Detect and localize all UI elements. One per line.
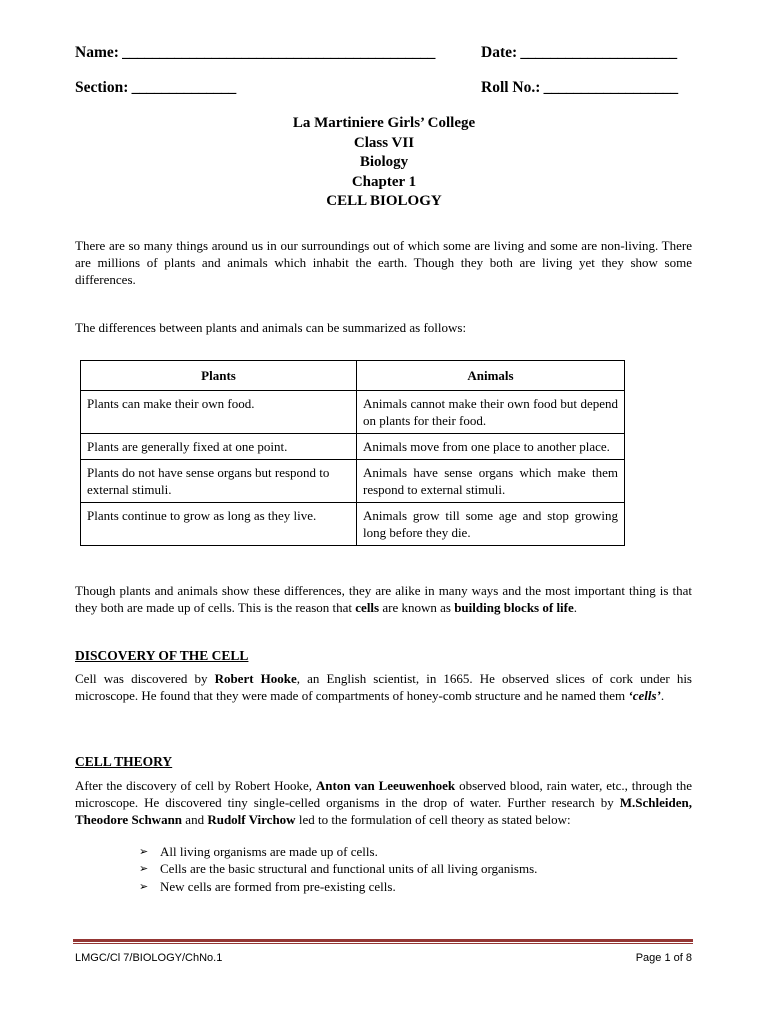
bold-term-building-blocks: building blocks of life xyxy=(454,600,574,615)
name-blank: __________________________________________ xyxy=(122,44,436,61)
list-item xyxy=(139,878,537,895)
table-cell-animals: Animals move from one place to another place. xyxy=(357,434,625,460)
section-heading-cell-theory: CELL THEORY xyxy=(75,754,173,769)
table-row xyxy=(81,503,625,546)
text-run: observed blood, rain water, etc., through the microscope. He discovered tiny single-celled organisms in the drop of water. Further research by xyxy=(75,778,693,810)
table-row xyxy=(81,460,625,503)
roll-label: Roll No.: xyxy=(481,79,541,96)
list-item xyxy=(139,860,537,877)
date-field xyxy=(481,44,677,61)
table-cell-plants: Plants can make their own food. xyxy=(81,391,357,434)
name-field xyxy=(75,44,435,61)
roll-field xyxy=(481,79,678,96)
college-name: La Martiniere Girls’ College xyxy=(292,115,476,131)
text-run: After the discovery of cell by Robert Hooke, xyxy=(75,778,316,793)
arrow-bullet-icon: ➢ xyxy=(139,862,149,876)
subject-name: Biology xyxy=(359,154,409,170)
list-item-text: New cells are formed from pre-existing cells. xyxy=(160,878,396,894)
date-blank: _____________________ xyxy=(520,44,677,61)
table-cell-plants: Plants do not have sense organs but respond to external stimuli. xyxy=(81,460,357,503)
table-row xyxy=(81,391,625,434)
text-run: . xyxy=(660,688,665,703)
bold-term-cells: cells xyxy=(355,600,380,615)
table-cell-animals: Animals grow till some age and stop growing long before they die. xyxy=(357,503,625,546)
list-item-text: Cells are the basic structural and functional units of all living organisms. xyxy=(160,861,538,877)
table-cell-animals: Animals have sense organs which make them respond to external stimuli. xyxy=(357,460,625,503)
section-heading-discovery: DISCOVERY OF THE CELL xyxy=(75,648,249,663)
text-run: led to the formulation of cell theory as stated below: xyxy=(295,812,571,827)
footer-rule-thin xyxy=(73,943,693,944)
table-cell-plants: Plants continue to grow as long as they live. xyxy=(81,503,357,546)
roll-blank: __________________ xyxy=(543,79,678,96)
footer-page-number: Page 1 of 8 xyxy=(635,952,692,964)
chapter-title: CELL BIOLOGY xyxy=(326,193,442,209)
comparison-table xyxy=(80,360,625,546)
text-run: . xyxy=(573,600,578,615)
text-run: and xyxy=(182,812,208,827)
chapter-number: Chapter 1 xyxy=(351,173,417,190)
footer-document-code: LMGC/Cl 7/BIOLOGY/ChNo.1 xyxy=(75,952,223,964)
arrow-bullet-icon: ➢ xyxy=(139,845,149,858)
text-run: are known as xyxy=(379,600,455,615)
table-cell-animals: Animals cannot make their own food but depend on plants for their food. xyxy=(357,391,625,434)
cells-paragraph xyxy=(75,582,692,616)
bold-name-robert-hooke: Robert Hooke xyxy=(214,671,297,686)
text-run: , an English scientist, in 1665. He observed slices of cork under his microscope. He found that they were made of compartments of honey-comb structure and he named them xyxy=(75,671,692,703)
cell-theory-list xyxy=(139,843,537,895)
footer-rule xyxy=(73,939,693,944)
date-label: Date: xyxy=(481,44,518,61)
section-field xyxy=(75,79,236,96)
cell-theory-paragraph xyxy=(75,777,692,828)
name-label: Name: xyxy=(75,44,119,61)
table-intro: The differences between plants and animals can be summarized as follows: xyxy=(75,320,467,335)
table-row xyxy=(81,434,625,460)
list-item-text: All living organisms are made up of cells. xyxy=(160,844,378,859)
column-header-animals: Animals xyxy=(357,361,625,391)
section-label: Section: xyxy=(75,79,129,96)
section-blank: ______________ xyxy=(131,79,236,96)
intro-paragraph: There are so many things around us in our surroundings out of which some are living and some are non-living. There are millions of plants and animals which inhabit the earth. Though they both are living yet they show some differences. xyxy=(75,238,692,287)
text-run: Cell was discovered by xyxy=(75,671,215,686)
table-header-row xyxy=(81,361,625,391)
title-block xyxy=(0,114,768,212)
class-name: Class VII xyxy=(353,134,415,151)
table-cell-plants: Plants are generally fixed at one point. xyxy=(81,434,357,460)
arrow-bullet-icon: ➢ xyxy=(139,879,149,893)
column-header-plants: Plants xyxy=(81,361,357,391)
list-item xyxy=(139,843,537,860)
bold-name-virchow: Rudolf Virchow xyxy=(207,812,296,827)
bold-name-leeuwenhoek: Anton van Leeuwenhoek xyxy=(315,778,456,793)
text-run: Though plants and animals show these differences, they are alike in many ways and the most important thing is that they both are made up of cells. This is the reason that xyxy=(75,583,692,615)
bold-names-schleiden-schwann: M.Schleiden, Theodore Schwann xyxy=(75,795,692,827)
bold-italic-term-cells: ‘cells’ xyxy=(628,688,661,703)
discovery-paragraph xyxy=(75,670,692,704)
